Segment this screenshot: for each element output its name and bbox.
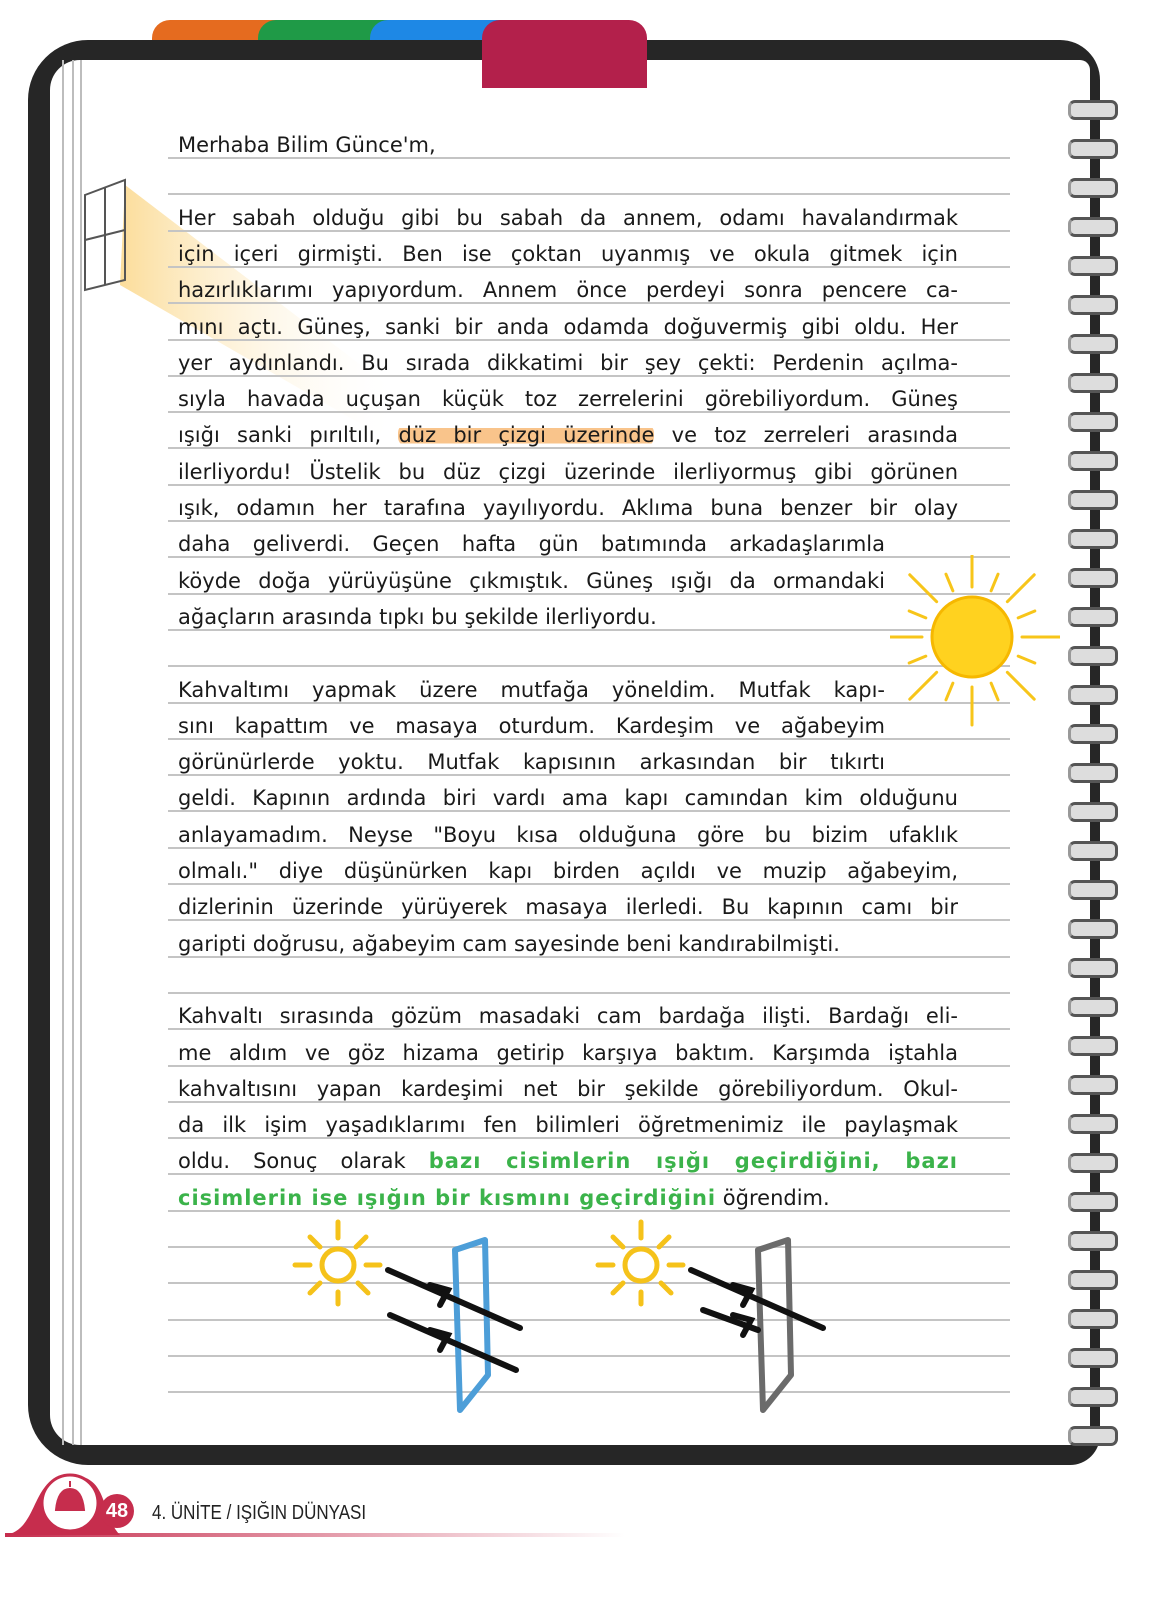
spiral-coil bbox=[1068, 256, 1118, 276]
sun-ray bbox=[946, 683, 953, 700]
spiral-coil bbox=[1068, 373, 1118, 393]
text-line: görünürlerde yoktu. Mutfak kapısının arkasından bir tıkırtı bbox=[178, 750, 885, 775]
ruled-line bbox=[168, 665, 1010, 667]
text-line: sıyla havada uçuşan küçük toz zerrelerini görebiliyordum. Güneş bbox=[178, 387, 958, 412]
margin-line bbox=[62, 60, 64, 1445]
spiral-coil bbox=[1068, 880, 1118, 900]
text-line: kahvaltısını yapan kardeşimi net bir şekilde görebiliyordum. Okul- bbox=[178, 1076, 958, 1101]
spiral-coil bbox=[1068, 217, 1118, 237]
ruled-line bbox=[168, 193, 1010, 195]
text-line: me aldım ve göz hizama getirip karşıya baktım. Karşımda iştahla bbox=[178, 1040, 958, 1065]
text-line: için içeri girmişti. Ben ise çoktan uyanmış ve okula gitmek için bbox=[178, 241, 958, 266]
text-line: köyde doğa yürüyüşüne çıkmıştık. Güneş ışığı da ormandaki bbox=[178, 568, 885, 593]
text-line: hazırlıklarımı yapıyordum. Annem önce perdeyi sonra pencere ca- bbox=[178, 278, 958, 303]
sun-ray bbox=[1007, 672, 1034, 699]
text-line: Kahvaltımı yapmak üzere mutfağa yöneldim. Mutfak kapı- bbox=[178, 677, 885, 702]
spiral-coil bbox=[1068, 685, 1118, 705]
spiral-coil bbox=[1068, 1309, 1118, 1329]
spiral-coil bbox=[1068, 490, 1118, 510]
text-line bbox=[178, 417, 958, 453]
small-sun-icon bbox=[295, 1222, 380, 1304]
spiral-coil bbox=[1068, 724, 1118, 744]
spiral-coil bbox=[1068, 1192, 1118, 1212]
text-segment: ve toz zerreleri arasında bbox=[654, 423, 958, 448]
sun-ray bbox=[909, 656, 926, 663]
sun-ray bbox=[991, 683, 998, 700]
text-line: mını açtı. Güneş, sanki bir anda odamda doğuvermiş gibi oldu. Her bbox=[178, 314, 958, 339]
text-line: Her sabah olduğu gibi bu sabah da annem, odamı havalandırmak bbox=[178, 205, 958, 230]
text-line: da ilk işim yaşadıklarımı fen bilimleri öğretmenimiz ile paylaşmak bbox=[178, 1113, 958, 1138]
spiral-coil bbox=[1068, 139, 1118, 159]
spiral-coil bbox=[1068, 1036, 1118, 1056]
text-segment: öğrendim. bbox=[716, 1185, 830, 1210]
text-line: dizlerinin üzerinde yürüyerek masaya ilerledi. Bu kapının camı bir bbox=[178, 895, 958, 920]
text-line: anlayamadım. Neyse "Boyu kısa olduğuna göre bu bizim ufaklık bbox=[178, 822, 958, 847]
spiral-coil bbox=[1068, 958, 1118, 978]
text-line: yer aydınlandı. Bu sırada dikkatimi bir şey çekti: Perdenin açılma- bbox=[178, 350, 958, 375]
text-segment: ışığı sanki pırıltılı, bbox=[178, 423, 399, 448]
spiral-coil bbox=[1068, 1348, 1118, 1368]
text-line: garipti doğrusu, ağabeyim cam sayesinde beni kandırabilmişti. bbox=[178, 931, 840, 956]
highlighted-phrase: düz bir çizgi üzerinde bbox=[398, 423, 655, 448]
text-line: geldi. Kapının ardında biri vardı ama kapı camından kim olduğunu bbox=[178, 786, 958, 811]
spiral-coil bbox=[1068, 451, 1118, 471]
spiral-coil bbox=[1068, 997, 1118, 1017]
sun-ray bbox=[909, 611, 926, 618]
spiral-coil bbox=[1068, 919, 1118, 939]
spiral-coil bbox=[1068, 1153, 1118, 1173]
spiral-coil bbox=[1068, 529, 1118, 549]
spiral-coil bbox=[1068, 412, 1118, 432]
text-line: sını kapattım ve masaya oturdum. Kardeşim ve ağabeyim bbox=[178, 713, 885, 738]
unit-title: 4. ÜNİTE / IŞIĞIN DÜNYASI bbox=[152, 1502, 367, 1524]
light-transmission-illustration bbox=[280, 1210, 840, 1430]
spiral-coil bbox=[1068, 763, 1118, 783]
sun-ray bbox=[1018, 656, 1035, 663]
sun-ray bbox=[1007, 575, 1034, 602]
margin-line bbox=[72, 60, 74, 1445]
key-conclusion: cisimlerin ise ışığın bir kısmını geçirdiğini bbox=[178, 1185, 717, 1210]
sun-ray bbox=[910, 672, 937, 699]
spiral-coil bbox=[1068, 1075, 1118, 1095]
spiral-coil bbox=[1068, 802, 1118, 822]
page-number: 48 bbox=[100, 1494, 134, 1528]
text-segment: oldu. Sonuç olarak bbox=[178, 1149, 429, 1174]
spiral-coil bbox=[1068, 1231, 1118, 1251]
spiral-coil bbox=[1068, 841, 1118, 861]
tab-crimson bbox=[482, 20, 647, 88]
sun-ray bbox=[1018, 611, 1035, 618]
spiral-coil bbox=[1068, 607, 1118, 627]
spiral-coil bbox=[1068, 295, 1118, 315]
spiral-coil bbox=[1068, 1114, 1118, 1134]
greeting: Merhaba Bilim Günce'm, bbox=[178, 133, 436, 157]
sun-ray bbox=[946, 574, 953, 591]
spiral-coil bbox=[1068, 100, 1118, 120]
sun-ray bbox=[910, 575, 937, 602]
spiral-coil bbox=[1068, 646, 1118, 666]
text-line: Kahvaltı sırasında gözüm masadaki cam bardağa ilişti. Bardağı eli- bbox=[178, 1004, 958, 1029]
sun-ray bbox=[991, 574, 998, 591]
text-line: ışık, odamın her tarafına yayılıyordu. Aklıma buna benzer bir olay bbox=[178, 496, 958, 520]
text-line: daha geliverdi. Geçen hafta gün batımında arkadaşlarımla bbox=[178, 532, 885, 557]
text-line: ağaçların arasında tıpkı bu şekilde ilerliyordu. bbox=[178, 604, 657, 629]
spiral-coil bbox=[1068, 1387, 1118, 1407]
spiral-coil bbox=[1068, 1270, 1118, 1290]
sun-icon bbox=[890, 555, 1060, 735]
ruled-line bbox=[168, 992, 1010, 994]
spiral-coil bbox=[1068, 568, 1118, 588]
key-conclusion: bazı cisimlerin ışığı geçirdiğini, bazı bbox=[428, 1149, 958, 1174]
text-line: olmalı." diye düşünürken kapı birden açıldı ve muzip ağabeyim, bbox=[178, 859, 958, 883]
spiral-coil bbox=[1068, 178, 1118, 198]
text-line: ilerliyordu! Üstelik bu düz çizgi üzerinde ilerliyormuş gibi görünen bbox=[178, 459, 958, 484]
spiral-coil bbox=[1068, 334, 1118, 354]
spiral-coil bbox=[1068, 1426, 1118, 1446]
text-line bbox=[178, 1143, 958, 1179]
